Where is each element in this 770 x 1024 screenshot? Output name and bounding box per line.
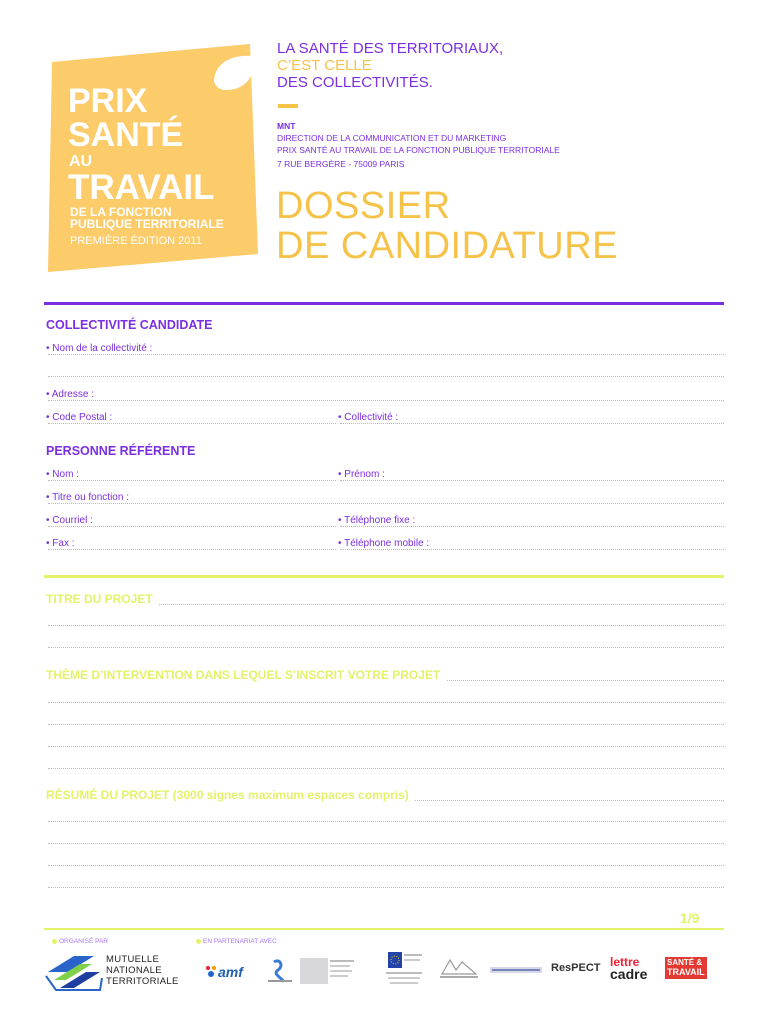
field-line-titre-projet-3[interactable]: [48, 647, 724, 648]
partner-logo-amf: amf: [204, 962, 254, 982]
title-line-2: DE CANDIDATURE: [276, 225, 618, 267]
field-line-code-postal[interactable]: [48, 423, 336, 424]
badge-line-fonction: DE LA FONCTION: [70, 205, 172, 219]
page-title: [276, 186, 618, 266]
field-line-resume-2[interactable]: [48, 821, 724, 822]
section-divider-lime: [44, 575, 724, 578]
field-line-adresse[interactable]: [48, 400, 724, 401]
label-prenom: • Prénom :: [338, 469, 391, 480]
label-titre-fonction: • Titre ou fonction :: [46, 492, 135, 503]
field-line-fax[interactable]: [48, 549, 336, 550]
field-line-resume-3[interactable]: [48, 843, 724, 844]
mnt-logo-icon: [44, 950, 106, 994]
bullet-icon: [52, 939, 57, 944]
partner-logo-lettre-cadre: [608, 956, 652, 982]
org-line-3: 7 RUE BERGÈRE - 75009 PARIS: [277, 159, 405, 169]
mnt-logo-text: MUTUELLE NATIONALE TERRITORIALE: [106, 954, 179, 987]
field-line-tel-mobile[interactable]: [340, 549, 724, 550]
cadre-text: cadre: [610, 966, 648, 982]
header-dash: [278, 104, 298, 108]
partner-2-icon: [266, 956, 294, 986]
field-line-prenom[interactable]: [340, 480, 724, 481]
label-fax: • Fax :: [46, 538, 81, 549]
field-line-nom-collectivite-2[interactable]: [48, 376, 724, 377]
partner-logo-2: [266, 956, 294, 986]
org-name: MNT: [277, 121, 296, 131]
footer-partenariat-label: EN PARTENARIAT AVEC: [196, 938, 277, 945]
badge-line-prix: PRIX: [68, 82, 148, 120]
field-line-nom-collectivite[interactable]: [48, 354, 724, 355]
partner-logo-respect: ResPECT: [551, 962, 601, 974]
footer-divider-lime: [44, 928, 724, 930]
field-line-titre-fonction[interactable]: [48, 503, 724, 504]
field-line-collectivite[interactable]: [340, 423, 724, 424]
partner-5-icon: [438, 954, 480, 982]
field-line-resume-4[interactable]: [48, 865, 724, 866]
section-title-collectivite: COLLECTIVITÉ CANDIDATE: [46, 318, 213, 332]
bullet-icon: [196, 939, 201, 944]
badge-edition: PREMIÈRE ÉDITION 2011: [70, 235, 202, 247]
badge-line-publique: PUBLIQUE TERRITORIALE: [70, 217, 224, 231]
org-line-2: PRIX SANTÉ AU TRAVAIL DE LA FONCTION PUBLIQUE TERRITORIALE: [277, 145, 560, 155]
section-title-theme: THÈME D’INTERVENTION DANS LEQUEL S’INSCRIT VOTRE PROJET: [46, 668, 446, 682]
field-line-theme-3[interactable]: [48, 724, 724, 725]
label-courriel: • Courriel :: [46, 515, 99, 526]
slogan: [277, 40, 503, 91]
badge-line-sante: SANTÉ: [68, 116, 184, 154]
mnt-logo: [44, 950, 194, 994]
field-line-titre-projet-2[interactable]: [48, 625, 724, 626]
field-line-theme-2[interactable]: [48, 702, 724, 703]
section-divider-purple: [44, 302, 724, 305]
amf-star-icon: [204, 964, 218, 980]
field-line-resume-5[interactable]: [48, 887, 724, 888]
partner-3-icon: [300, 956, 356, 986]
partner-logo-ministry: [382, 950, 426, 988]
field-line-tel-fixe[interactable]: [340, 526, 724, 527]
page-number: 1/9: [680, 910, 700, 926]
label-tel-mobile: • Téléphone mobile :: [338, 538, 435, 549]
field-line-theme-5[interactable]: [48, 768, 724, 769]
slogan-line-3: DES COLLECTIVITÉS.: [277, 74, 433, 91]
partner-logo-5: [438, 954, 480, 982]
title-line-1: DOSSIER: [276, 185, 451, 227]
field-line-nom[interactable]: [48, 480, 336, 481]
section-title-resume: RÉSUMÉ DU PROJET (3000 signes maximum espaces compris): [46, 788, 415, 802]
lettre-text: lettre: [610, 955, 640, 969]
partner-logo-6: [490, 964, 542, 976]
label-nom: • Nom :: [46, 469, 85, 480]
prize-badge: [40, 44, 258, 272]
partner-logo-3: [300, 956, 356, 986]
badge-line-au: AU: [69, 153, 93, 170]
label-adresse: • Adresse :: [46, 389, 100, 400]
badge-line-travail: TRAVAIL: [68, 168, 215, 207]
footer-organise-label: ORGANISÉ PAR: [52, 938, 108, 945]
label-collectivite: • Collectivité :: [338, 412, 404, 423]
organizer-address: [277, 120, 560, 170]
label-nom-collectivite: • Nom de la collectivité :: [46, 343, 158, 354]
slogan-line-2: C’EST CELLE: [277, 57, 372, 74]
partner-6-icon: [490, 964, 542, 976]
field-line-theme-4[interactable]: [48, 746, 724, 747]
partner-logo-sante-travail: SANTÉ & TRAVAIL: [665, 957, 707, 979]
label-code-postal: • Code Postal :: [46, 412, 118, 423]
section-title-titre-projet: TITRE DU PROJET: [46, 592, 159, 606]
field-line-courriel[interactable]: [48, 526, 336, 527]
section-title-personne: PERSONNE RÉFÉRENTE: [46, 444, 196, 458]
ministry-flag-icon: [382, 950, 426, 988]
org-line-1: DIRECTION DE LA COMMUNICATION ET DU MARKETING: [277, 133, 507, 143]
label-tel-fixe: • Téléphone fixe :: [338, 515, 421, 526]
slogan-line-1: LA SANTÉ DES TERRITORIAUX,: [277, 40, 504, 57]
